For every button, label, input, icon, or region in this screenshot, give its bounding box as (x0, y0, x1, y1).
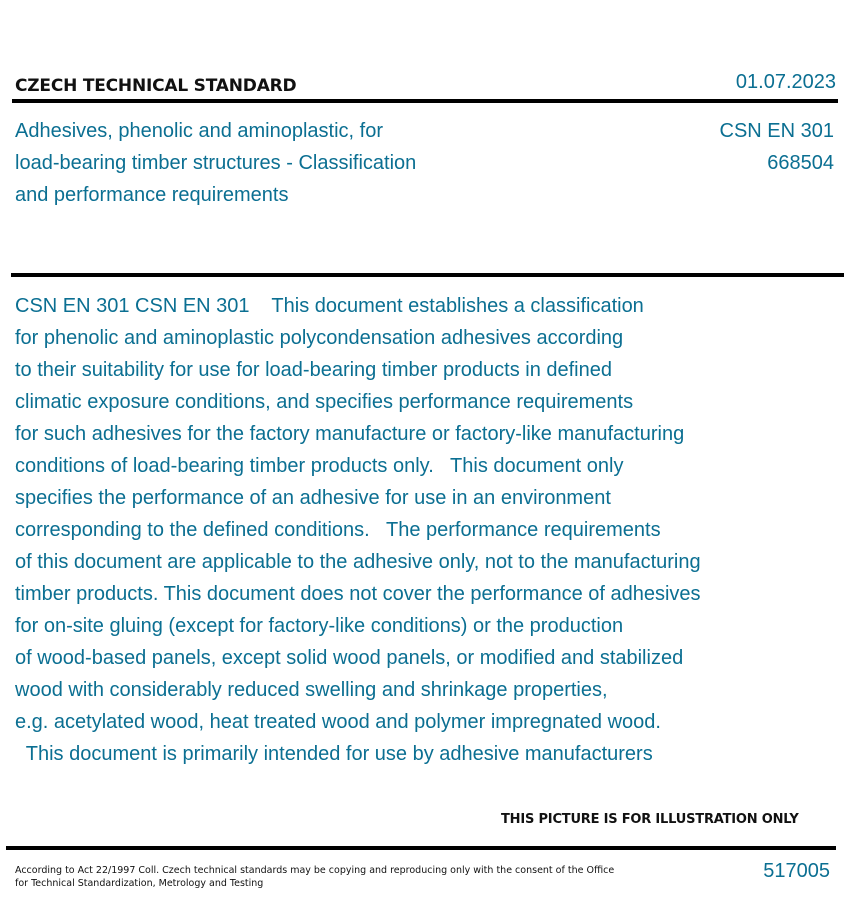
publication-date: 01.07.2023 (735, 71, 836, 93)
abstract-line: e.g. acetylated wood, heat treated wood and polymer impregnated wood. (15, 711, 661, 733)
abstract-line: wood with considerably reduced swelling and shrinkage properties, (15, 679, 608, 701)
abstract-line: for on-site gluing (except for factory-like conditions) or the production (15, 615, 624, 637)
header-label: CZECH TECHNICAL STANDARD (15, 76, 297, 96)
abstract-line: conditions of load-bearing timber products only. This document only (15, 455, 624, 477)
abstract-line: This document is primarily intended for use by adhesive manufacturers (15, 743, 653, 765)
abstract-text (15, 290, 835, 770)
copyright-notice (15, 864, 615, 890)
abstract-line: CSN EN 301 CSN EN 301 This document establishes a classification (15, 295, 644, 317)
title-line: and performance requirements (15, 184, 289, 206)
illustration-notice: THIS PICTURE IS FOR ILLUSTRATION ONLY (501, 812, 799, 827)
abstract-line: climatic exposure conditions, and specifies performance requirements (15, 391, 634, 413)
header-divider (12, 99, 838, 103)
abstract-line: for phenolic and aminoplastic polycondensation adhesives according (15, 327, 624, 349)
catalog-number: 517005 (763, 860, 830, 882)
title-line: Adhesives, phenolic and aminoplastic, for (15, 120, 383, 142)
abstract-line: corresponding to the defined conditions. The performance requirements (15, 519, 661, 541)
abstract-line: timber products. This document does not cover the performance of adhesives (15, 583, 701, 605)
copyright-line: According to Act 22/1997 Coll. Czech technical standards may be copying and reproducing only with the consent of the Office (15, 865, 615, 876)
document-identifiers (720, 115, 835, 179)
footer-divider (6, 846, 836, 850)
abstract-line: for such adhesives for the factory manufacture or factory-like manufacturing (15, 423, 685, 445)
abstract-line: specifies the performance of an adhesive for use in an environment (15, 487, 611, 509)
copyright-line: for Technical Standardization, Metrology and Testing (15, 878, 264, 889)
document-title (15, 115, 485, 211)
abstract-line: of this document are applicable to the adhesive only, not to the manufacturing (15, 551, 701, 573)
abstract-line: of wood-based panels, except solid wood panels, or modified and stabilized (15, 647, 684, 669)
standard-number: CSN EN 301 (719, 120, 834, 142)
title-line: load-bearing timber structures - Classification (15, 152, 417, 174)
class-code: 668504 (767, 152, 834, 174)
abstract-line: to their suitability for use for load-bearing timber products in defined (15, 359, 612, 381)
title-divider (11, 273, 844, 277)
